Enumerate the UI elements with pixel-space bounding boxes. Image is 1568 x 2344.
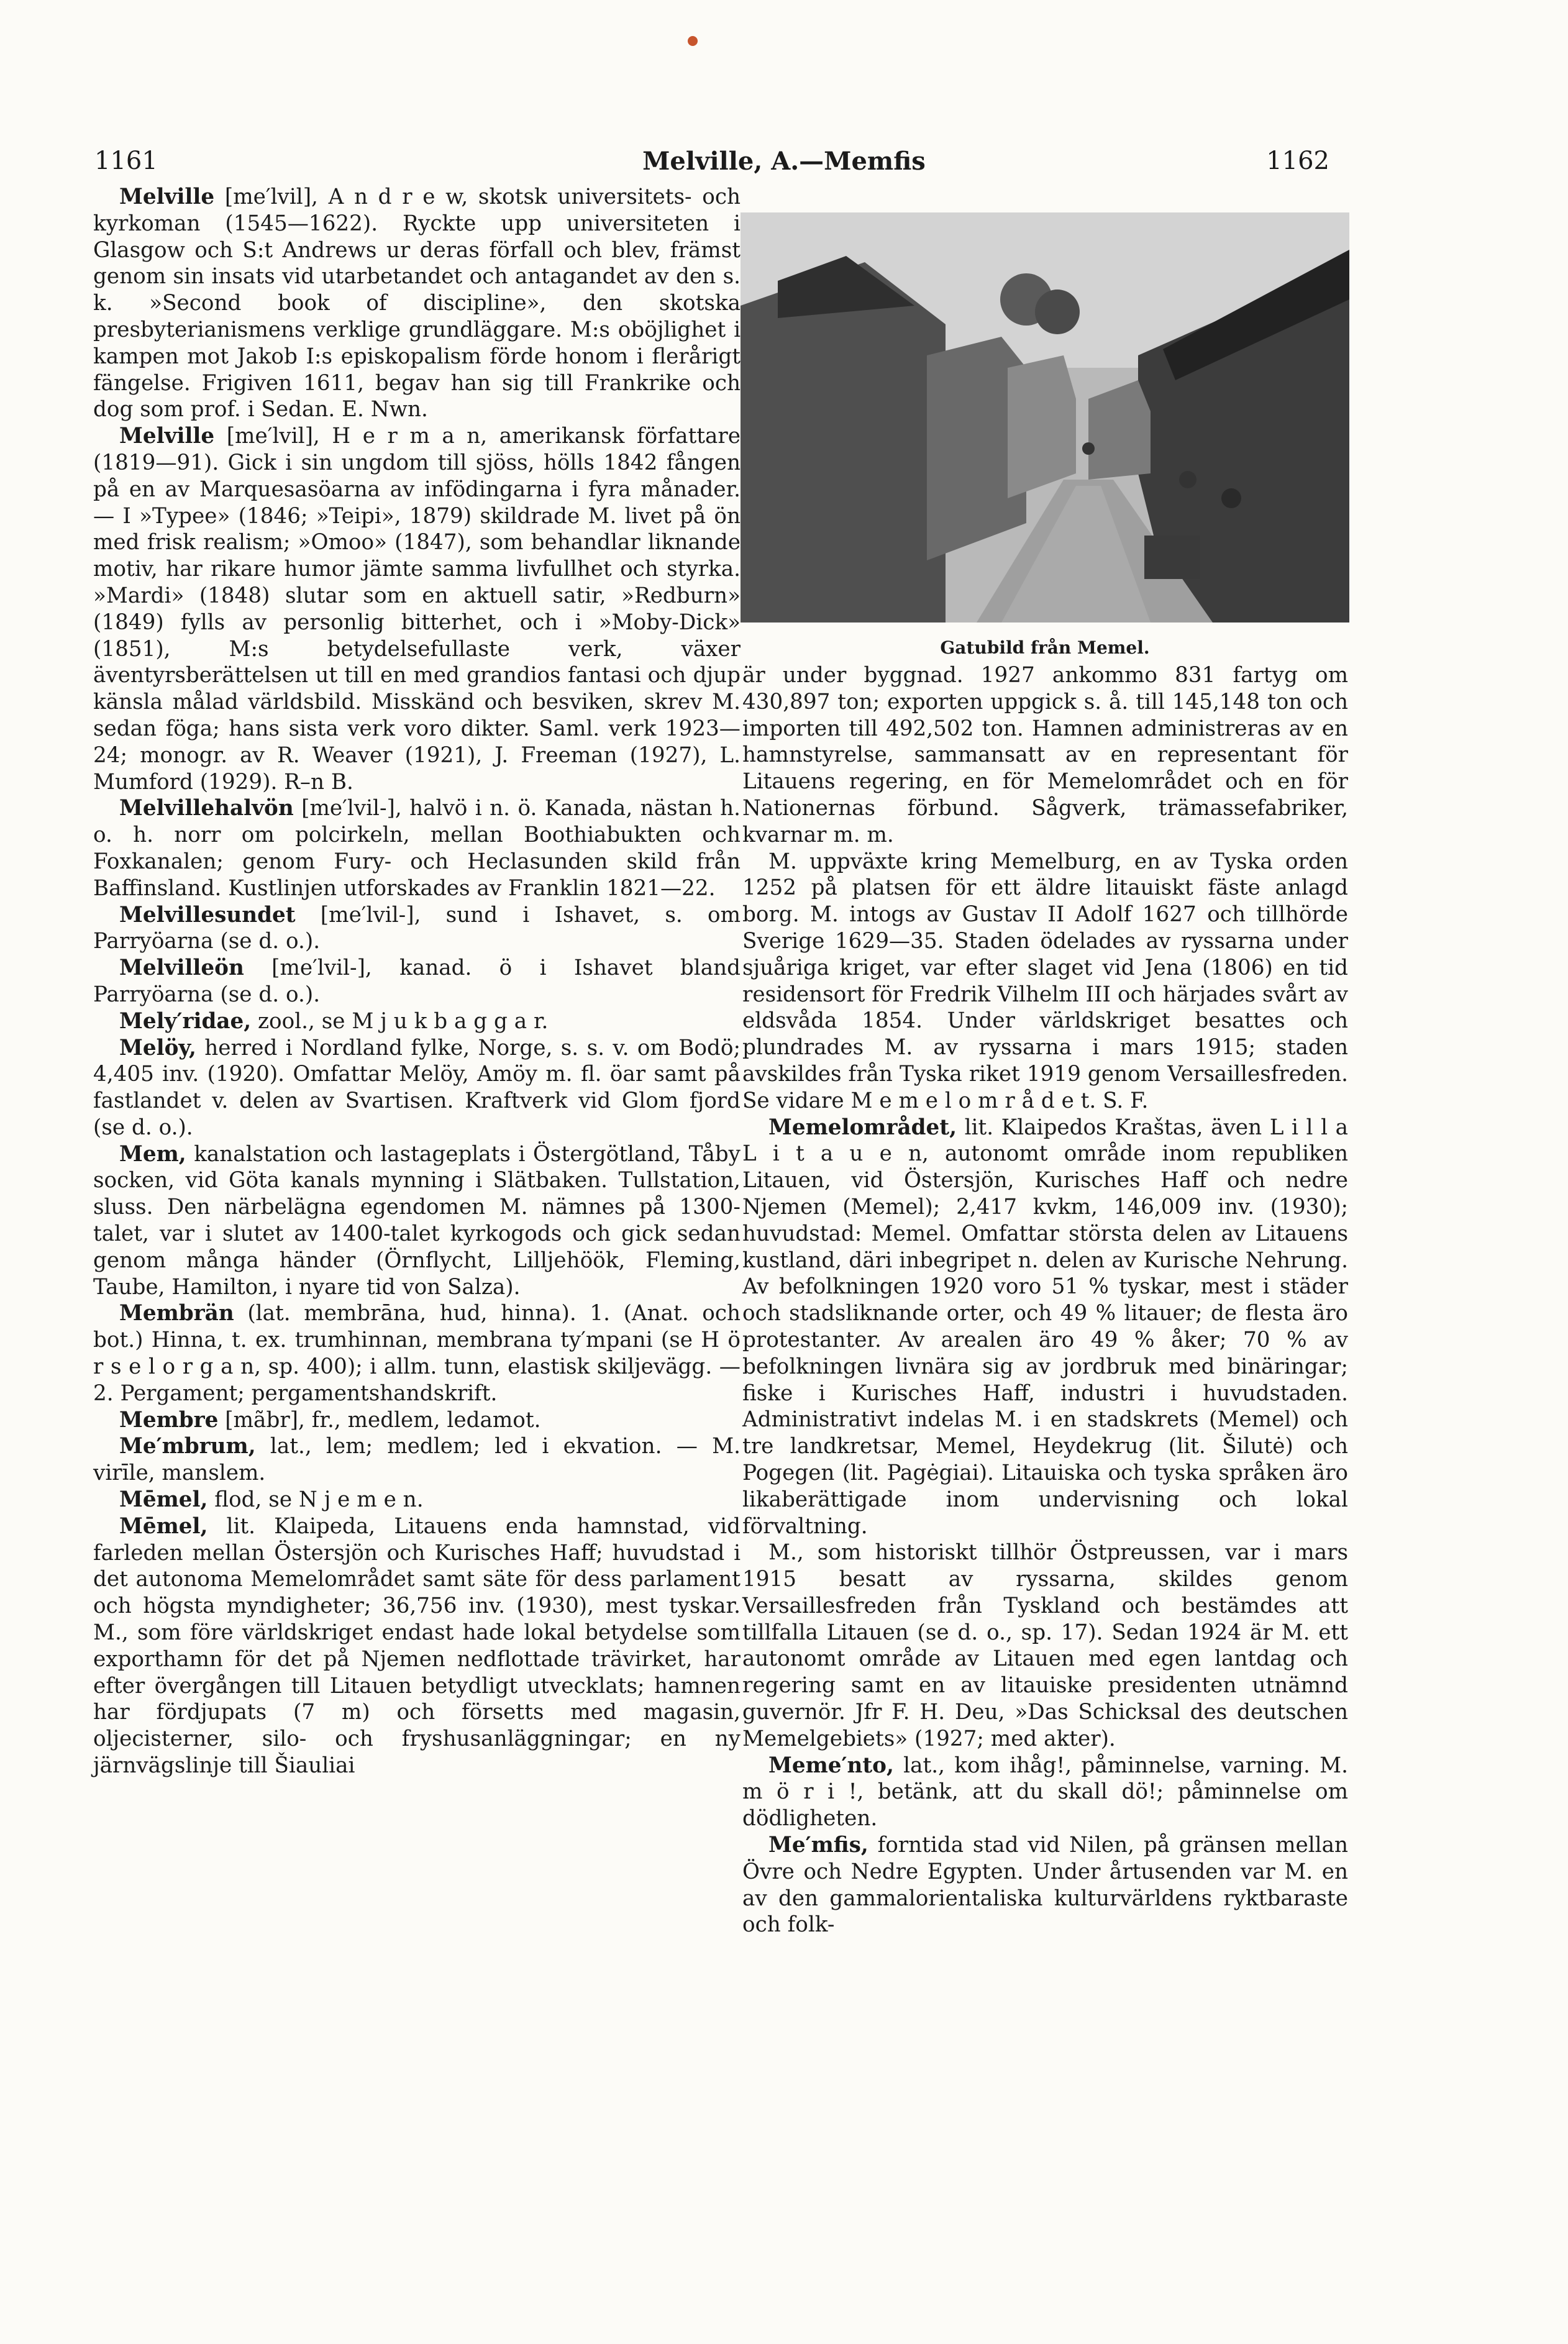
article-entry xyxy=(93,1141,741,1301)
headword: Mēmel, xyxy=(119,1487,208,1513)
article-entry xyxy=(742,1539,1348,1752)
entry-text: forntida stad vid Nilen, på gränsen mellan Övre och Nedre Egypten. Under årtusenden var M. en av den gammalorientaliska kulturvärldens ryktbaraste och folk- xyxy=(742,1833,1348,1938)
page-header xyxy=(0,147,1568,184)
headword: Me′mbrum, xyxy=(119,1434,256,1459)
article-entry xyxy=(742,1832,1348,1938)
headword: Memelområdet, xyxy=(768,1115,957,1140)
entry-text: flod, se N j e m e n. xyxy=(207,1487,424,1513)
entry-text: lat., lem; medlem; led i ekvation. — M. virīle, manslem. xyxy=(93,1434,741,1486)
article-entry xyxy=(742,1753,1348,1832)
article-entry xyxy=(93,184,741,423)
entry-text: lit. Klaipedos Kraštas, även L i l l a L i t a u e n, autonomt område inom republiken Litauen, vid Östersjön, Kurisches Haff och nedre Njemen (Memel); 2,417 kvkm, 146,009 inv. (1930); huvudstad: Memel. Omfattar största delen av Litauens kustland, däri inbegripet n. delen av Kurische Nehrung. Av befolkningen 1920 voro 51 % tyskar, mest i städer och stadsliknande orter, och 49 % litauer; de flesta äro protestanter. Av arealen äro 49 % åker; 70 % av befolkningen livnära sig av jordbruk med binäringar; fiske i Kurisches Haff, industri i huvudstaden. Administrativt indelas M. i en stadskrets (Memel) och tre landkretsar, Memel, Heydekrug (lit. Šilutė) och Pogegen (lit. Pagėgiai). Litauiska och tyska språken äro likaberättigade inom undervisning och lokal förvaltning. xyxy=(742,1115,1348,1539)
article-entry xyxy=(93,423,741,795)
headword: Mem, xyxy=(119,1141,186,1167)
entry-text: zool., se M j u k b a g g a r. xyxy=(251,1008,549,1034)
article-entry xyxy=(93,1300,741,1407)
article-entry xyxy=(93,1513,741,1779)
entry-text: lit. Klaipeda, Litauens enda hamnstad, vid farleden mellan Östersjön och Kurisches Haff; huvudstad i det autonoma Memelområdet samt säte för dess parlament och högsta myndigheter; 36,756 inv. (1930), mest tyskar. M., som före världskriget endast hade lokal betydelse som exporthamn för det på Njemen nedflottade trävirket, har efter övergången till Litauen betydligt utvecklats; hamnen har fördjupats (7 m) och försetts med magasin, oljecisterner, silo- och fryshusanläggningar; en ny järnvägslinje till Šiauliai xyxy=(93,1513,741,1779)
article-entry xyxy=(742,662,1348,849)
article-entry xyxy=(742,1115,1348,1540)
street-scene-image xyxy=(741,212,1349,622)
article-entry xyxy=(93,955,741,1008)
entry-text: M., som historiskt tillhör Östpreussen, var i mars 1915 besatt av ryssarna, skildes genom Versaillesfreden från Tyskland och bestämdes att tillfalla Litauen (se d. o., sp. 17). Sedan 1924 är M. ett autonomt område av Litauen med egen lantdag och regering samt en av litauiske presidenten utnämnd guvernör. Jfr F. H. Deu, »Das Schicksal des deutschen Memelgebiets» (1927; med akter). xyxy=(742,1540,1348,1751)
entry-text: [me′lvil], H e r m a n, amerikansk författare (1819—91). Gick i sin ungdom till sjöss, hölls 1842 fången på en av Marquesasöarna av infödingarna i fyra månader. — I »Typee» (1846; »Teipi», 1879) skildrade M. livet på ön med frisk realism; »Omoo» (1847), som behandlar liknande motiv, har rikare humor jämte samma livfullhet och styrka. »Mardi» (1848) slutar som en aktuell satir, »Redburn» (1849) fylls av personlig bitterhet, och i »Moby-Dick» (1851), M:s betydelsefullaste verk, växer äventyrsberättelsen ut till en med grandios fantasi och djup känsla målad världsbild. Misskänd och besviken, skrev M. sedan föga; hans sista verk voro dikter. Saml. verk 1923—24; monogr. av R. Weaver (1921), J. Freeman (1927), L. Mumford (1929). R–n B. xyxy=(93,424,741,795)
entry-text: (lat. membrāna, hud, hinna). 1. (Anat. och bot.) Hinna, t. ex. trumhinnan, membrana ty′mpani (se H ö r s e l o r g a n, sp. 400); i allm. tunn, elastisk skiljevägg. — 2. Pergament; pergamentshandskrift. xyxy=(93,1301,741,1406)
article-entry xyxy=(93,1433,741,1487)
running-title: Melville, A.—Memfis xyxy=(642,147,926,176)
article-entry xyxy=(93,1035,741,1141)
headword: Melville xyxy=(119,424,215,449)
entry-text: [me′lvil-], sund i Ishavet, s. om Parryöarna (se d. o.). xyxy=(93,902,741,954)
headword: Melvillehalvön xyxy=(119,796,294,821)
page-number-left: 1161 xyxy=(94,147,158,175)
headword: Melvilleön xyxy=(119,955,244,981)
right-column xyxy=(742,662,1348,1938)
article-entry xyxy=(93,1487,741,1513)
headword: Meme′nto, xyxy=(768,1753,894,1778)
entry-text: [me′lvil], A n d r e w, skotsk universitets- och kyrkoman (1545—1622). Ryckte upp universiteten i Glasgow och S:t Andrews ur deras förfall och blev, främst genom sin insats vid utarbetandet och antagandet av den s. k. »Second book of discipline», den skotska presbyterianismens verklige grundläggare. M:s oböjlighet i kampen mot Jakob I:s episkopalism förde honom i flerårigt fängelse. Frigiven 1611, begav han sig till Frankrike och dog som prof. i Sedan. E. Nwn. xyxy=(93,185,741,422)
headword: Mely′ridae, xyxy=(119,1008,252,1034)
headword: Me′mfis, xyxy=(768,1833,868,1858)
entry-text: M. uppväxte kring Memelburg, en av Tyska orden 1252 på platsen för ett äldre litauiskt fäste anlagd borg. M. intogs av Gustav II Adolf 1627 och tillhörde Sverige 1629—35. Staden ödelades av ryssarna under sjuåriga kriget, var efter slaget vid Jena (1806) en tid residensort för Fredrik Vilhelm III och härjades svårt av eldsvåda 1854. Under världskriget besattes och plundrades M. av ryssarna i mars 1915; staden avskildes från Tyska riket 1919 genom Versaillesfreden. Se vidare M e m e l o m r å d e t. S. F. xyxy=(742,849,1348,1113)
left-column xyxy=(93,184,741,1779)
entry-text: kanalstation och lastageplats i Östergötland, Tåby socken, vid Göta kanals mynning i Slätbaken. Tullstation, sluss. Den närbelägna egendomen M. nämnes på 1300-talet, var i slutet av 1400-talet kyrkogods och gick sedan genom många händer (Örnflycht, Lilljehöök, Fleming, Taube, Hamilton, i nyare tid von Salza). xyxy=(93,1141,741,1300)
headword: Mēmel, xyxy=(119,1513,208,1539)
article-entry xyxy=(742,849,1348,1115)
scan-mark xyxy=(688,36,698,46)
entry-text: herred i Nordland fylke, Norge, s. s. v. om Bodö; 4,405 inv. (1920). Omfattar Melöy, Amöy m. fl. öar samt på fastlandet v. delen av Svartisen. Kraftverk vid Glom fjord (se d. o.). xyxy=(93,1035,741,1140)
entry-text: [mãbr], fr., medlem, ledamot. xyxy=(218,1407,541,1433)
headword: Melville xyxy=(119,185,215,209)
entry-text: [me′lvil-], kanad. ö i Ishavet bland Parryöarna (se d. o.). xyxy=(93,955,741,1007)
headword: Melvillesundet xyxy=(119,902,296,928)
page-number-right: 1162 xyxy=(1266,147,1329,175)
entry-text: är under byggnad. 1927 ankommo 831 fartyg om 430,897 ton; exporten uppgick s. å. till 145,148 ton och importen till 492,502 ton. Hamnen administreras av en hamnstyrelse, sammansatt av en representant för Litauens regering, en för Memelområdet och en för Nationernas förbund. Sågverk, trämassefabriker, kvarnar m. m. xyxy=(742,663,1348,847)
article-entry xyxy=(93,795,741,901)
entry-text: [me′lvil-], halvö i n. ö. Kanada, nästan h. o. h. norr om polcirkeln, mellan Boothiabukten och Foxkanalen; genom Fury- och Heclasunden skild från Baffinsland. Kustlinjen utforskades av Franklin 1821—22. xyxy=(93,796,741,901)
street-photo xyxy=(741,212,1349,622)
headword: Membrän xyxy=(119,1301,234,1326)
headword: Melöy, xyxy=(119,1035,196,1060)
entry-text: lat., kom ihåg!, påminnelse, varning. M. m ö r i !, betänk, att du skall dö!; påminnelse om dödligheten. xyxy=(742,1753,1348,1831)
article-entry xyxy=(93,902,741,955)
headword: Membre xyxy=(119,1407,219,1433)
photo-caption: Gatubild från Memel. xyxy=(940,637,1150,658)
article-entry xyxy=(93,1407,741,1434)
article-entry xyxy=(93,1008,741,1035)
